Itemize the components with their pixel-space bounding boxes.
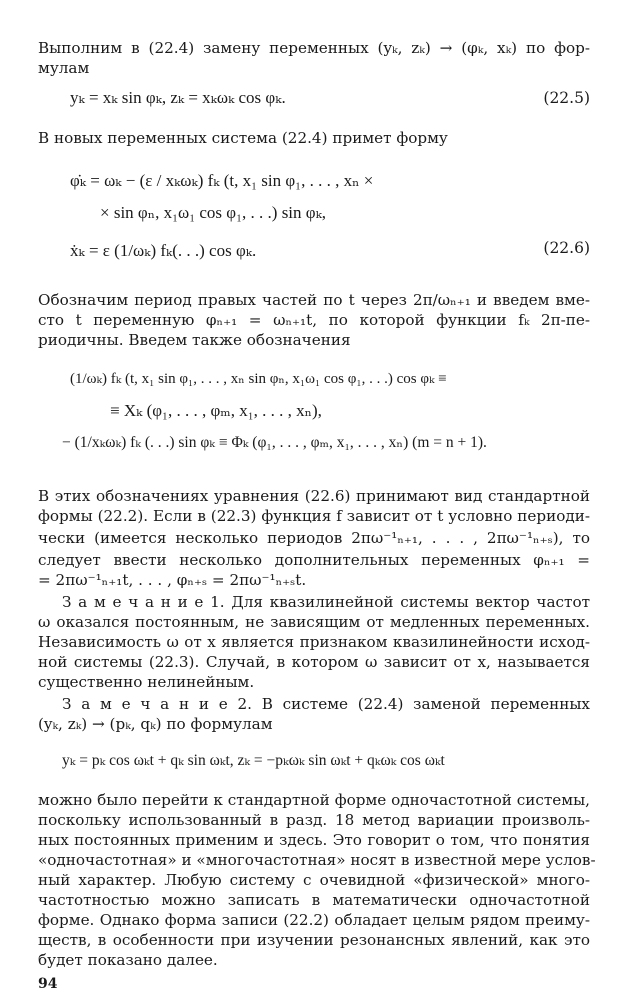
paragraph-line: поскольку использованный в разд. 18 метод вариации произволь- bbox=[38, 811, 590, 829]
paragraph-line: ный характер. Любую систему с очевидной «физической» много- bbox=[38, 871, 590, 889]
paragraph-line: риодичны. Введем также обозначения bbox=[38, 331, 351, 349]
paragraph-line: сто t переменную φₙ₊₁ = ωₙ₊₁t, по которой функции fₖ 2π-пе- bbox=[38, 311, 590, 329]
paragraph-line: ществ, в особенности при изучении резонансных явлений, как это bbox=[38, 931, 590, 949]
paragraph-line: форме. Однако форма записи (22.2) обладает целым рядом преиму- bbox=[38, 911, 590, 929]
remark-1-line: существенно нелинейным. bbox=[38, 673, 255, 691]
remark-1-line: Независимость ω от x является признаком квазилинейности исход- bbox=[38, 633, 590, 651]
equation-number: (22.6) bbox=[543, 239, 590, 257]
remark-2-line: (yₖ, zₖ) → (pₖ, qₖ) по формулам bbox=[38, 715, 273, 733]
equation-22-6-line: φ̇ₖ = ωₖ − (ε / xₖωₖ) fₖ (t, x₁ sin φ₁, . . . , xₙ × bbox=[70, 171, 374, 190]
paragraph-line: будет показано далее. bbox=[38, 951, 218, 969]
paragraph-line: ных постоянных применим и здесь. Это говорит о том, что понятия bbox=[38, 831, 590, 849]
equation-22-6-line: ẋₖ = ε (1/ωₖ) fₖ(. . .) cos φₖ. bbox=[70, 241, 257, 260]
definition-equation-line: ≡ Xₖ (φ₁, . . . , φₘ, x₁, . . . , xₙ), bbox=[110, 401, 322, 420]
paragraph-line: можно было перейти к стандартной форме одночастотной системы, bbox=[38, 791, 590, 809]
paragraph-line: В этих обозначениях уравнения (22.6) принимают вид стандартной bbox=[38, 487, 590, 505]
definition-equation-line: − (1/xₖωₖ) fₖ (. . .) sin φₖ ≡ Φₖ (φ₁, . . . , φₘ, x₁, . . . , xₙ) (m = n + 1). bbox=[62, 434, 487, 451]
paragraph-line: Выполним в (22.4) замену переменных (yₖ, zₖ) → (φₖ, xₖ) по фор- bbox=[38, 39, 590, 57]
paragraph-line: формы (22.2). Если в (22.3) функция f зависит от t условно периоди- bbox=[38, 507, 590, 525]
page-number: 94 bbox=[38, 976, 58, 992]
remark-1-line: З а м е ч а н и е 1. Для квазилинейной системы вектор частот bbox=[62, 593, 590, 611]
remark-1-line: ной системы (22.3). Случай, в котором ω зависит от x, называется bbox=[38, 653, 590, 671]
paragraph-line: В новых переменных система (22.4) примет форму bbox=[38, 129, 448, 147]
paragraph-line: частотностью можно записать в математически одночастотной bbox=[38, 891, 590, 909]
equation-pq: yₖ = pₖ cos ωₖt + qₖ sin ωₖt, zₖ = −pₖωₖ sin ωₖt + qₖωₖ cos ωₖt bbox=[62, 752, 445, 769]
paragraph-line: Обозначим период правых частей по t через 2π/ωₙ₊₁ и введем вме- bbox=[38, 291, 590, 309]
equation-number: (22.5) bbox=[543, 89, 590, 107]
remark-1-line: ω оказался постоянным, не зависящим от медленных переменных. bbox=[38, 613, 590, 631]
paragraph-line: = 2πω⁻¹ₙ₊₁t, . . . , φₙ₊ₛ = 2πω⁻¹ₙ₊ₛt. bbox=[38, 571, 307, 589]
equation-22-6-line: × sin φₙ, x₁ω₁ cos φ₁, . . .) sin φₖ, bbox=[100, 203, 327, 222]
remark-2-line: З а м е ч а н и е 2. В системе (22.4) заменой переменных bbox=[62, 695, 590, 713]
definition-equation-line: (1/ωₖ) fₖ (t, x₁ sin φ₁, . . . , xₙ sin φₙ, x₁ω₁ cos φ₁, . . .) cos φₖ ≡ bbox=[70, 371, 447, 387]
paragraph-line: «одночастотная» и «многочастотная» носят в известной мере услов- bbox=[38, 851, 596, 869]
paragraph-line: следует ввести несколько дополнительных переменных φₙ₊₁ = bbox=[38, 551, 590, 569]
equation-22-5: yₖ = xₖ sin φₖ, zₖ = xₖωₖ cos φₖ. bbox=[70, 88, 286, 107]
paragraph-line: чески (имеется несколько периодов 2πω⁻¹ₙ₊₁, . . . , 2πω⁻¹ₙ₊ₛ), то bbox=[38, 529, 590, 547]
paragraph-line: мулам bbox=[38, 59, 90, 77]
